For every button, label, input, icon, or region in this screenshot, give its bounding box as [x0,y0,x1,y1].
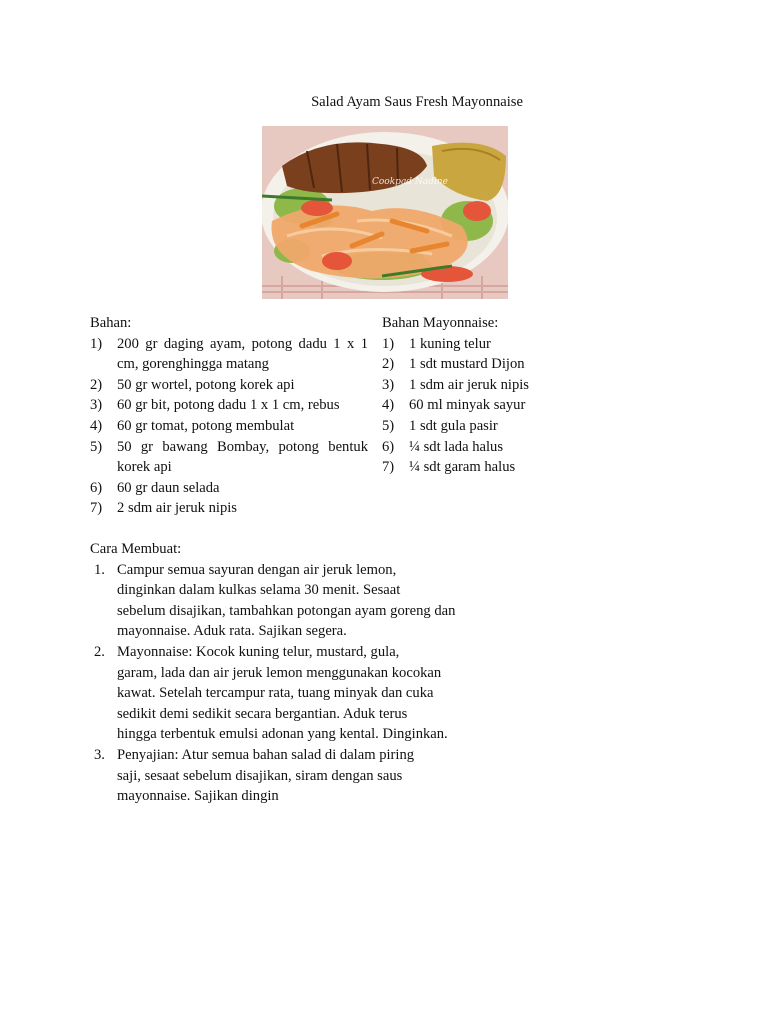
mayo-item-number: 6) [382,438,395,455]
salad-photo [262,126,508,299]
cara-step-line: dinginkan dalam kulkas selama 30 menit. Sesaat [117,582,401,599]
mayo-item-number: 7) [382,459,395,476]
bahan-item-number: 1) [90,335,103,352]
bahan-item-number: 5) [90,438,103,455]
mayo-section [382,313,582,478]
mayo-item [382,457,582,478]
mayo-list [382,334,582,478]
mayo-item-text: 60 ml minyak sayur [409,397,526,414]
bahan-item-text: 60 gr tomat, potong membulat [117,417,295,434]
cara-step-line: hingga terbentuk emulsi adonan yang kental. Dinginkan. [117,726,448,743]
bahan-item-text: 50 gr wortel, potong korek api [117,376,295,393]
bahan-item [90,498,368,519]
bahan-item-text: 2 sdm air jeruk nipis [117,500,237,517]
bahan-item [90,478,368,499]
cara-step [90,642,490,745]
bahan-item-number: 4) [90,417,103,434]
mayo-item-number: 1) [382,335,395,352]
mayo-heading: Bahan Mayonnaise: [382,315,499,331]
cara-step-line: Mayonnaise: Kocok kuning telur, mustard, gula, [117,643,400,660]
cara-step-line: sebelum disajikan, tambahkan potongan ayam goreng dan [117,602,456,619]
bahan-item-text: 60 gr daun selada [117,479,220,496]
recipe-title: Salad Ayam Saus Fresh Mayonnaise [311,94,523,110]
mayo-item-text: 1 sdt gula pasir [409,417,498,434]
cara-section [90,539,490,807]
bahan-item [90,416,368,437]
mayo-item [382,354,582,375]
mayo-item-text: 1 kuning telur [409,335,491,352]
cara-heading: Cara Membuat: [90,541,182,557]
bahan-item-text: 60 gr bit, potong dadu 1 x 1 cm, rebus [117,397,340,414]
cara-step-number: 2. [94,643,105,660]
cara-step-line: saji, sesaat sebelum disajikan, siram dengan saus [117,767,403,784]
mayo-item-text: 1 sdm air jeruk nipis [409,376,529,393]
cara-step [90,745,490,807]
photo-watermark: Cookpad Nadine [372,177,448,187]
mayo-item-text: ¼ sdt garam halus [409,459,516,476]
mayo-item-number: 3) [382,376,395,393]
cara-step-line: mayonnaise. Aduk rata. Sajikan segera. [117,623,347,640]
bahan-item [90,437,368,478]
bahan-item [90,334,368,375]
cara-step-number: 3. [94,746,105,763]
cara-step-line: garam, lada dan air jeruk lemon menggunakan kocokan [117,664,442,681]
bahan-list [90,334,368,519]
cara-step [90,560,490,642]
bahan-item-number: 2) [90,376,103,393]
bahan-item-text: 200 gr daging ayam, potong dadu 1 x 1 cm, gorenghingga matang [117,335,368,373]
bahan-item-number: 7) [90,500,103,517]
cara-step-line: Penyajian: Atur semua bahan salad di dalam piring [117,746,415,763]
cara-step-line: kawat. Setelah tercampur rata, tuang minyak dan cuka [117,685,434,702]
mayo-item-text: 1 sdt mustard Dijon [409,356,525,373]
cara-step-line: sedikit demi sedikit secara bergantian. Aduk terus [117,705,408,722]
mayo-item [382,395,582,416]
mayo-item-text: ¼ sdt lada halus [409,438,504,455]
bahan-section [90,313,368,519]
mayo-item [382,334,582,355]
cara-step-number: 1. [94,561,105,578]
mayo-item-number: 5) [382,417,395,434]
bahan-heading: Bahan: [90,315,132,331]
mayo-item [382,437,582,458]
cara-steps [90,560,490,807]
mayo-item [382,375,582,396]
mayo-item-number: 2) [382,356,395,373]
cara-step-line: Campur semua sayuran dengan air jeruk lemon, [117,561,397,578]
bahan-item [90,395,368,416]
bahan-item [90,375,368,396]
mayo-item [382,416,582,437]
cara-step-line: mayonnaise. Sajikan dingin [117,788,279,805]
bahan-item-number: 3) [90,397,103,414]
bahan-item-number: 6) [90,479,103,496]
bahan-item-text: 50 gr bawang Bombay, potong bentuk korek api [117,438,368,476]
mayo-item-number: 4) [382,397,395,414]
